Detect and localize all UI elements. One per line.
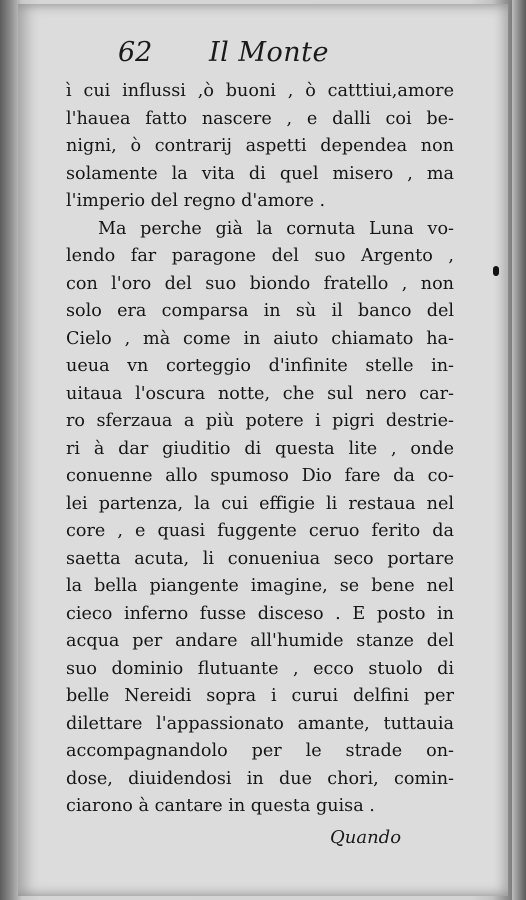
text-line: acqua per andare all'humide stanze del bbox=[66, 631, 454, 651]
text-line: belle Nereidi sopra i curui delfini per bbox=[66, 686, 454, 706]
text-line: ro sferzaua a più potere i pigri destrie- bbox=[66, 411, 454, 431]
catchword: Quando bbox=[330, 827, 402, 848]
text-line: ueua vn corteggio d'infinite stelle in- bbox=[66, 356, 454, 376]
text-line: lendo far paragone del suo Argento , bbox=[66, 246, 454, 266]
text-line: dose, diuidendosi in due chori, comin- bbox=[66, 768, 454, 789]
text-line: ciarono à cantare in questa guisa . bbox=[66, 796, 375, 816]
text-line: Ma perche già la cornuta Luna vo- bbox=[98, 218, 454, 239]
text-line: solamente la vita di quel misero , ma bbox=[66, 163, 454, 184]
running-title: Il Monte bbox=[209, 37, 330, 68]
body-text bbox=[66, 78, 454, 821]
text-line: Cielo , mà come in aiuto chiamato ha- bbox=[66, 328, 454, 349]
text-line: la bella piangente imagine, se bene nel bbox=[66, 576, 454, 596]
page-number: 62 bbox=[118, 37, 153, 68]
text-line: conuenne allo spumoso Dio fare da co- bbox=[66, 466, 454, 486]
text-line: con l'oro del suo biondo fratello , non bbox=[66, 273, 454, 294]
text-line: ri à dar giuditio di questa lite , onde bbox=[66, 438, 454, 459]
text-line: saetta acuta, li conueniua seco portare bbox=[66, 548, 454, 569]
text-line: accompagnandolo per le strade on- bbox=[66, 741, 454, 761]
text-line: l'imperio del regno d'amore . bbox=[66, 191, 326, 211]
text-line: uitaua l'oscura notte, che sul nero car- bbox=[66, 383, 454, 404]
text-line: ì cui influssi ,ò buoni , ò catttiui,amore bbox=[66, 81, 454, 101]
text-line: cieco inferno fusse disceso . E posto in bbox=[66, 603, 454, 624]
text-line: core , e quasi fuggente ceruo ferito da bbox=[66, 521, 454, 541]
text-line: nigni, ò contrarij aspetti dependea non bbox=[66, 136, 454, 156]
ink-mark bbox=[493, 266, 499, 276]
text-line: suo dominio flutuante , ecco stuolo di bbox=[66, 658, 454, 679]
text-line: dilettare l'appassionato amante, tuttauia bbox=[66, 713, 454, 734]
text-line: lei partenza, la cui effigie li restaua nel bbox=[66, 493, 454, 514]
text-line: l'hauea fatto nascere , e dalli coi be- bbox=[66, 108, 454, 129]
text-line: solo era comparsa in sù il banco del bbox=[66, 301, 454, 321]
page-edge bbox=[512, 0, 526, 900]
